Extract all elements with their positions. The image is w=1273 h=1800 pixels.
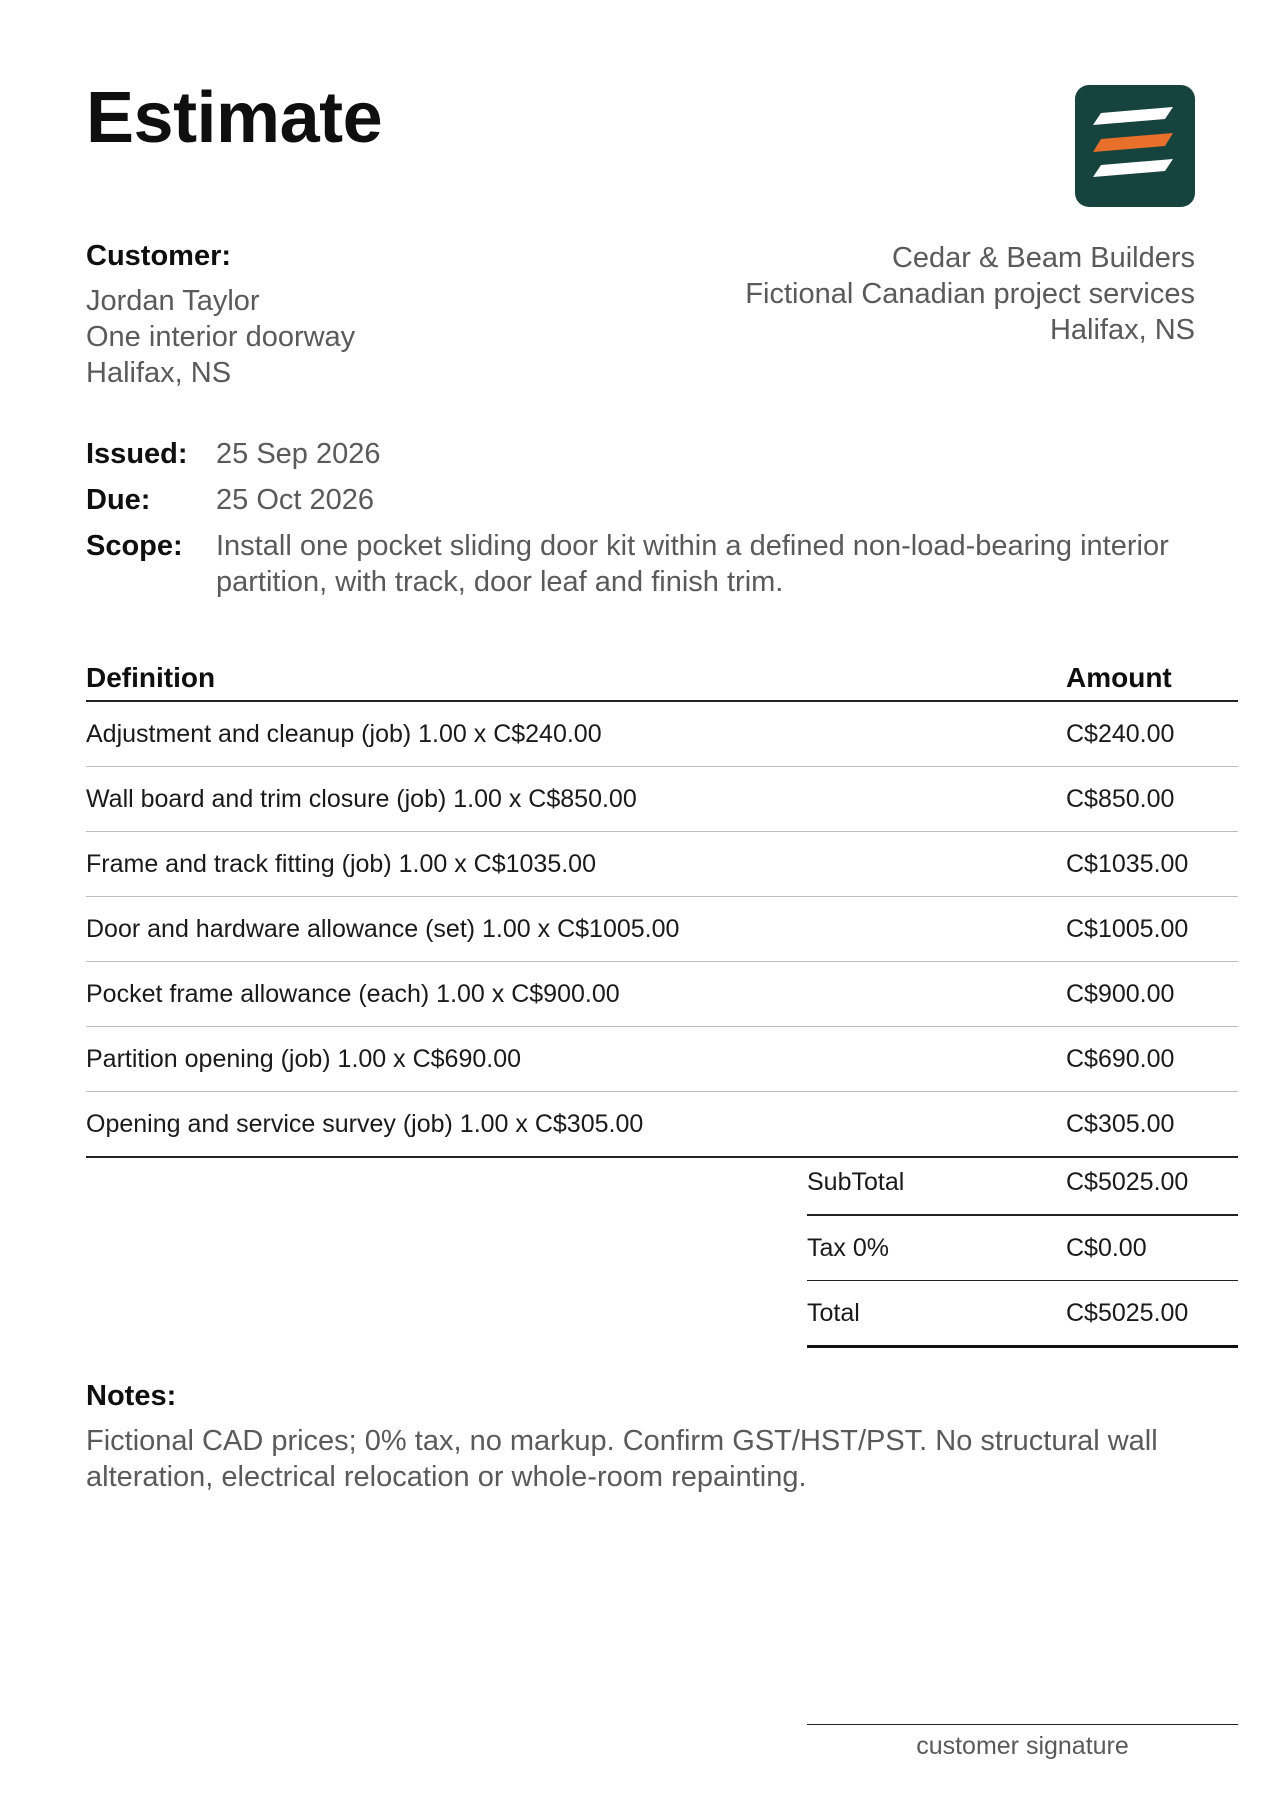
row-amount: C$1005.00 [1066, 914, 1189, 943]
notes-section [86, 1380, 1246, 1495]
total-row [807, 1281, 1238, 1348]
estimate-meta [86, 436, 1196, 610]
company-block [745, 240, 1195, 348]
signature-line [807, 1724, 1238, 1725]
notes-label: Notes: [86, 1380, 177, 1412]
issued-row [86, 436, 1196, 472]
row-amount: C$240.00 [1066, 719, 1175, 748]
row-amount: C$900.00 [1066, 979, 1175, 1008]
issued-date: 25 Sep 2026 [216, 438, 381, 470]
total-value: C$5025.00 [1066, 1298, 1189, 1327]
total-label: Total [807, 1298, 860, 1327]
subtotal-value: C$5025.00 [1066, 1167, 1189, 1196]
line-items-table [86, 656, 1238, 1158]
scope-row [86, 528, 1196, 600]
row-amount: C$305.00 [1066, 1109, 1175, 1138]
table-row [86, 1092, 1238, 1158]
table-row [86, 962, 1238, 1027]
row-description: Frame and track fitting (job) 1.00 x C$1035.00 [86, 849, 596, 878]
tax-value: C$0.00 [1066, 1233, 1147, 1262]
due-row [86, 482, 1196, 518]
document-title: Estimate [86, 78, 383, 158]
row-amount: C$1035.00 [1066, 849, 1189, 878]
customer-address: One interior doorway [86, 321, 356, 353]
customer-name: Jordan Taylor [86, 285, 260, 317]
signature-label: customer signature [916, 1732, 1129, 1760]
table-row [86, 897, 1238, 962]
scope-label: Scope: [86, 530, 183, 562]
table-row [86, 702, 1238, 767]
due-label: Due: [86, 484, 151, 516]
row-amount: C$850.00 [1066, 784, 1175, 813]
tax-row [807, 1216, 1238, 1281]
scope-text: Install one pocket sliding door kit within a defined non-load-bearing interior partition, with track, door leaf and finish trim. [216, 530, 1169, 598]
tax-label: Tax 0% [807, 1233, 889, 1262]
due-date: 25 Oct 2026 [216, 484, 374, 516]
row-description: Pocket frame allowance (each) 1.00 x C$900.00 [86, 979, 620, 1008]
company-city: Halifax, NS [1049, 314, 1195, 346]
notes-text: Fictional CAD prices; 0% tax, no markup. Confirm GST/HST/PST. No structural wall alteration, electrical relocation or whole-room repainting. [86, 1425, 1158, 1493]
company-logo-icon [1075, 85, 1195, 207]
row-description: Opening and service survey (job) 1.00 x C$305.00 [86, 1109, 644, 1138]
definition-column-header: Definition [86, 662, 216, 693]
table-header [86, 656, 1238, 702]
row-description: Wall board and trim closure (job) 1.00 x C$850.00 [86, 784, 637, 813]
table-row [86, 767, 1238, 832]
customer-label: Customer: [86, 240, 232, 272]
row-amount: C$690.00 [1066, 1044, 1175, 1073]
subtotal-row [807, 1150, 1238, 1216]
customer-block [86, 240, 355, 391]
company-tagline: Fictional Canadian project services [745, 278, 1195, 310]
subtotal-label: SubTotal [807, 1167, 905, 1196]
table-row [86, 1027, 1238, 1092]
row-description: Partition opening (job) 1.00 x C$690.00 [86, 1044, 522, 1073]
table-row [86, 832, 1238, 897]
row-description: Adjustment and cleanup (job) 1.00 x C$240.00 [86, 719, 602, 748]
issued-label: Issued: [86, 438, 188, 470]
company-name: Cedar & Beam Builders [891, 242, 1195, 274]
row-description: Door and hardware allowance (set) 1.00 x C$1005.00 [86, 914, 680, 943]
customer-city: Halifax, NS [86, 357, 232, 389]
totals-block [807, 1150, 1238, 1348]
amount-column-header: Amount [1066, 662, 1172, 693]
